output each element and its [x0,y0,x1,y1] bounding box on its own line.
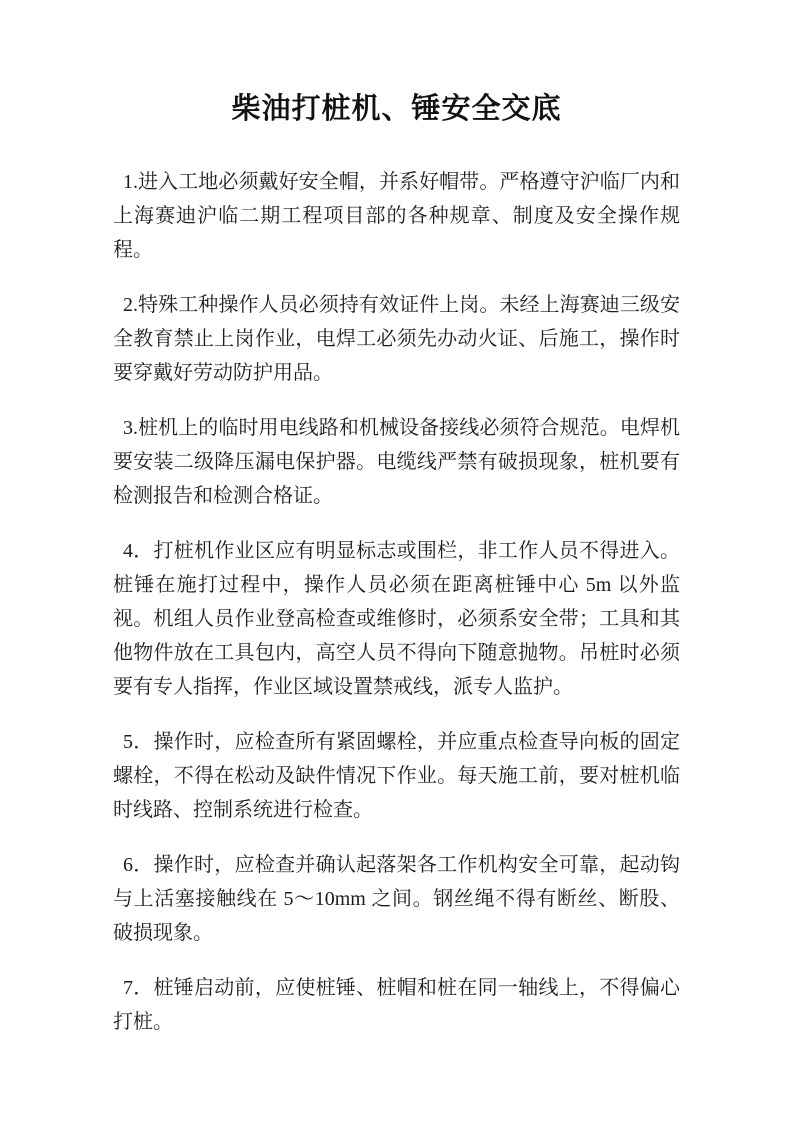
safety-rule-paragraph-5: 5．操作时，应检查所有紧固螺栓，并应重点检查导向板的固定螺栓，不得在松动及缺件情况下作业。每天施工前，要对桩机临时线路、控制系统进行检查。 [113,731,680,821]
safety-rule-paragraph-4: 4．打桩机作业区应有明显标志或围栏，非工作人员不得进入。桩锤在施打过程中，操作人员必须在距离桩锤中心 5m 以外监视。机组人员作业登高检查或维修时，必须系安全带；工具和其他物件放在工具包内，高空人员不得向下随意抛物。吊桩时必须要有专人指挥，作业区域设置禁戒线，派专人监护。 [113,540,680,698]
safety-rule-paragraph-3: 3.桩机上的临时用电线路和机械设备接线必须符合规范。电焊机要安装二级降压漏电保护器。电缆线严禁有破损现象，桩机要有检测报告和检测合格证。 [113,417,680,507]
safety-rule-paragraph-2: 2.特殊工种操作人员必须持有效证件上岗。未经上海赛迪三级安全教育禁止上岗作业，电焊工必须先办动火证、后施工，操作时要穿戴好劳动防护用品。 [113,294,680,384]
document-title: 柴油打桩机、锤安全交底 [231,93,562,125]
safety-rule-paragraph-1: 1.进入工地必须戴好安全帽，并系好帽带。严格遵守沪临厂内和上海赛迪沪临二期工程项目部的各种规章、制度及安全操作规程。 [113,171,680,261]
safety-rule-paragraph-6: 6．操作时，应检查并确认起落架各工作机构安全可靠，起动钩与上活塞接触线在 5～10mm 之间。钢丝绳不得有断丝、断股、破损现象。 [113,854,680,944]
safety-rule-paragraph-7: 7．桩锤启动前，应使桩锤、桩帽和桩在同一轴线上，不得偏心打桩。 [113,977,680,1033]
document-content [0,88,793,1039]
